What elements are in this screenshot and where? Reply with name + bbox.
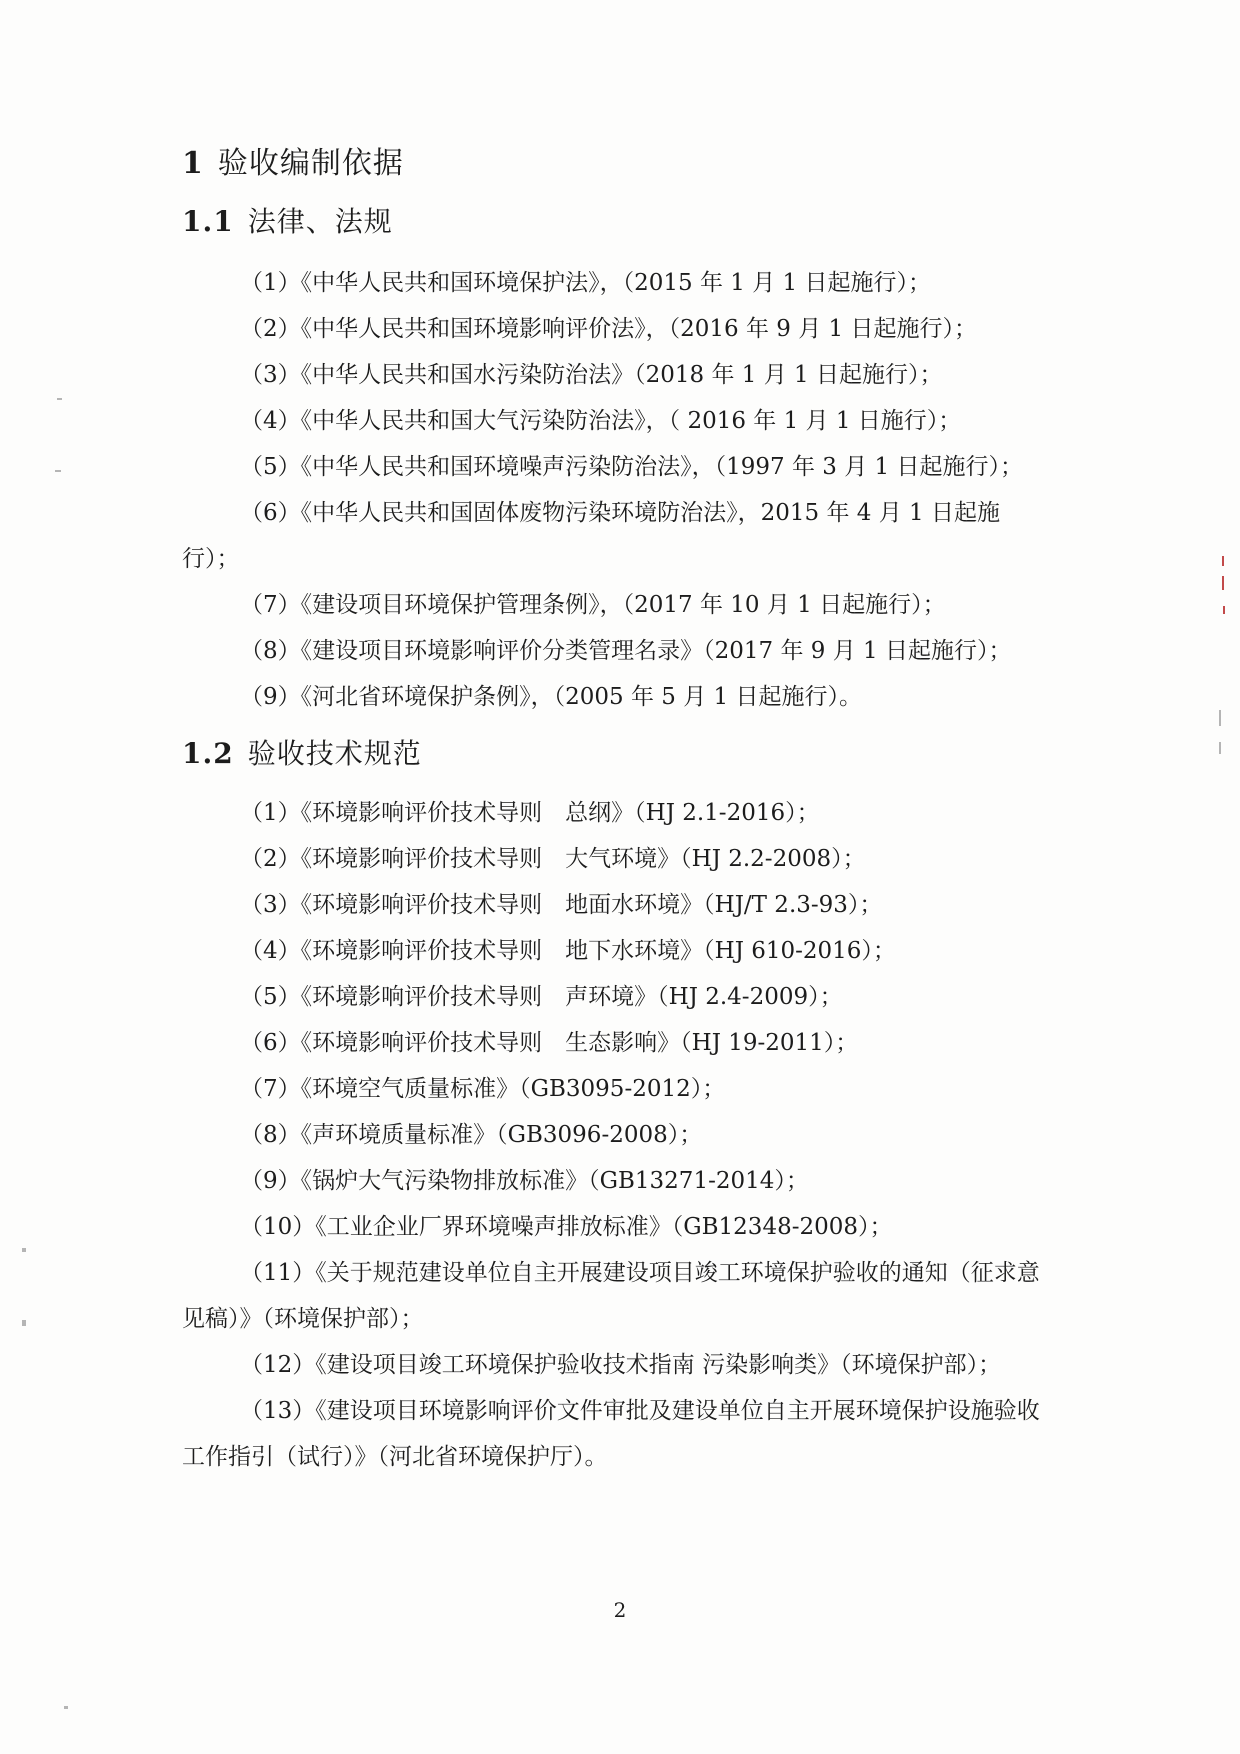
law-item-5: （5）《中华人民共和国环境噪声污染防治法》，（1997 年 3 月 1 日起施行）；: [240, 454, 1023, 480]
spec-item-2: （2）《环境影响评价技术导则 大气环境》（HJ 2.2-2008）；: [240, 846, 866, 872]
scan-speck: [22, 1320, 26, 1326]
section-1-heading: [182, 138, 404, 182]
spec-item-6: （6）《环境影响评价技术导则 生态影响》（HJ 19-2011）；: [240, 1030, 859, 1056]
section-1-2-heading: [182, 732, 422, 772]
scan-speck: [55, 470, 61, 472]
spec-item-9: （9）《锅炉大气污染物排放标准》（GB13271-2014）；: [240, 1168, 809, 1194]
scan-mark: [1222, 576, 1224, 590]
law-item-1: （1）《中华人民共和国环境保护法》，（2015 年 1 月 1 日起施行）；: [240, 270, 931, 296]
scan-speck: [22, 1248, 26, 1252]
spec-item-8: （8）《声环境质量标准》（GB3096-2008）；: [240, 1122, 703, 1148]
spec-item-1: （1）《环境影响评价技术导则 总纲》（HJ 2.1-2016）；: [240, 800, 820, 826]
section-1-1-title: 法律、法规: [247, 205, 393, 238]
spec-item-7: （7）《环境空气质量标准》（GB3095-2012）；: [240, 1076, 726, 1102]
spec-item-12: （12）《建设项目竣工环境保护验收技术指南 污染影响类》（环境保护部）；: [240, 1352, 1002, 1378]
section-1-number: 1: [182, 146, 204, 181]
page-number: 2: [613, 1598, 627, 1622]
law-item-4: （4）《中华人民共和国大气污染防治法》，（ 2016 年 1 月 1 日施行）；: [240, 408, 962, 434]
law-item-9: （9）《河北省环境保护条例》，（2005 年 5 月 1 日起施行）。: [240, 684, 862, 710]
law-item-7: （7）《建设项目环境保护管理条例》，（2017 年 10 月 1 日起施行）；: [240, 592, 946, 618]
section-1-title: 验收编制依据: [217, 146, 404, 181]
scan-speck: [57, 398, 62, 400]
spec-item-13: （13）《建设项目环境影响评价文件审批及建设单位自主开展环境保护设施验收工作指引（试行）》（河北省环境保护厅）。: [182, 1398, 1040, 1470]
spec-item-5: （5）《环境影响评价技术导则 声环境》（HJ 2.4-2009）；: [240, 984, 843, 1010]
law-item-8: （8）《建设项目环境影响评价分类管理名录》（2017 年 9 月 1 日起施行）；: [240, 638, 1012, 664]
scan-speck: [1219, 710, 1221, 726]
spec-item-11: （11）《关于规范建设单位自主开展建设项目竣工环境保护验收的通知（征求意见稿）》（环境保护部）；: [182, 1260, 1040, 1332]
law-item-3: （3）《中华人民共和国水污染防治法》（2018 年 1 月 1 日起施行）；: [240, 362, 943, 388]
section-1-1-number: 1.1: [182, 205, 234, 238]
law-item-2: （2）《中华人民共和国环境影响评价法》，（2016 年 9 月 1 日起施行）；: [240, 316, 977, 342]
section-1-2-title: 验收技术规范: [247, 737, 422, 770]
scan-speck: [64, 1706, 68, 1709]
scan-mark: [1222, 556, 1224, 566]
law-item-6: （6）《中华人民共和国固体废物污染环境防治法》，2015 年 4 月 1 日起施行）；: [182, 500, 1000, 572]
spec-item-10: （10）《工业企业厂界环境噪声排放标准》（GB12348-2008）；: [240, 1214, 893, 1240]
spec-item-4: （4）《环境影响评价技术导则 地下水环境》（HJ 610-2016）；: [240, 938, 896, 964]
section-1-1-heading: [182, 200, 393, 240]
scan-mark: [1223, 606, 1225, 614]
section-1-2-number: 1.2: [182, 737, 234, 770]
spec-item-3: （3）《环境影响评价技术导则 地面水环境》（HJ/T 2.3-93）；: [240, 892, 883, 918]
scan-speck: [1219, 742, 1221, 754]
